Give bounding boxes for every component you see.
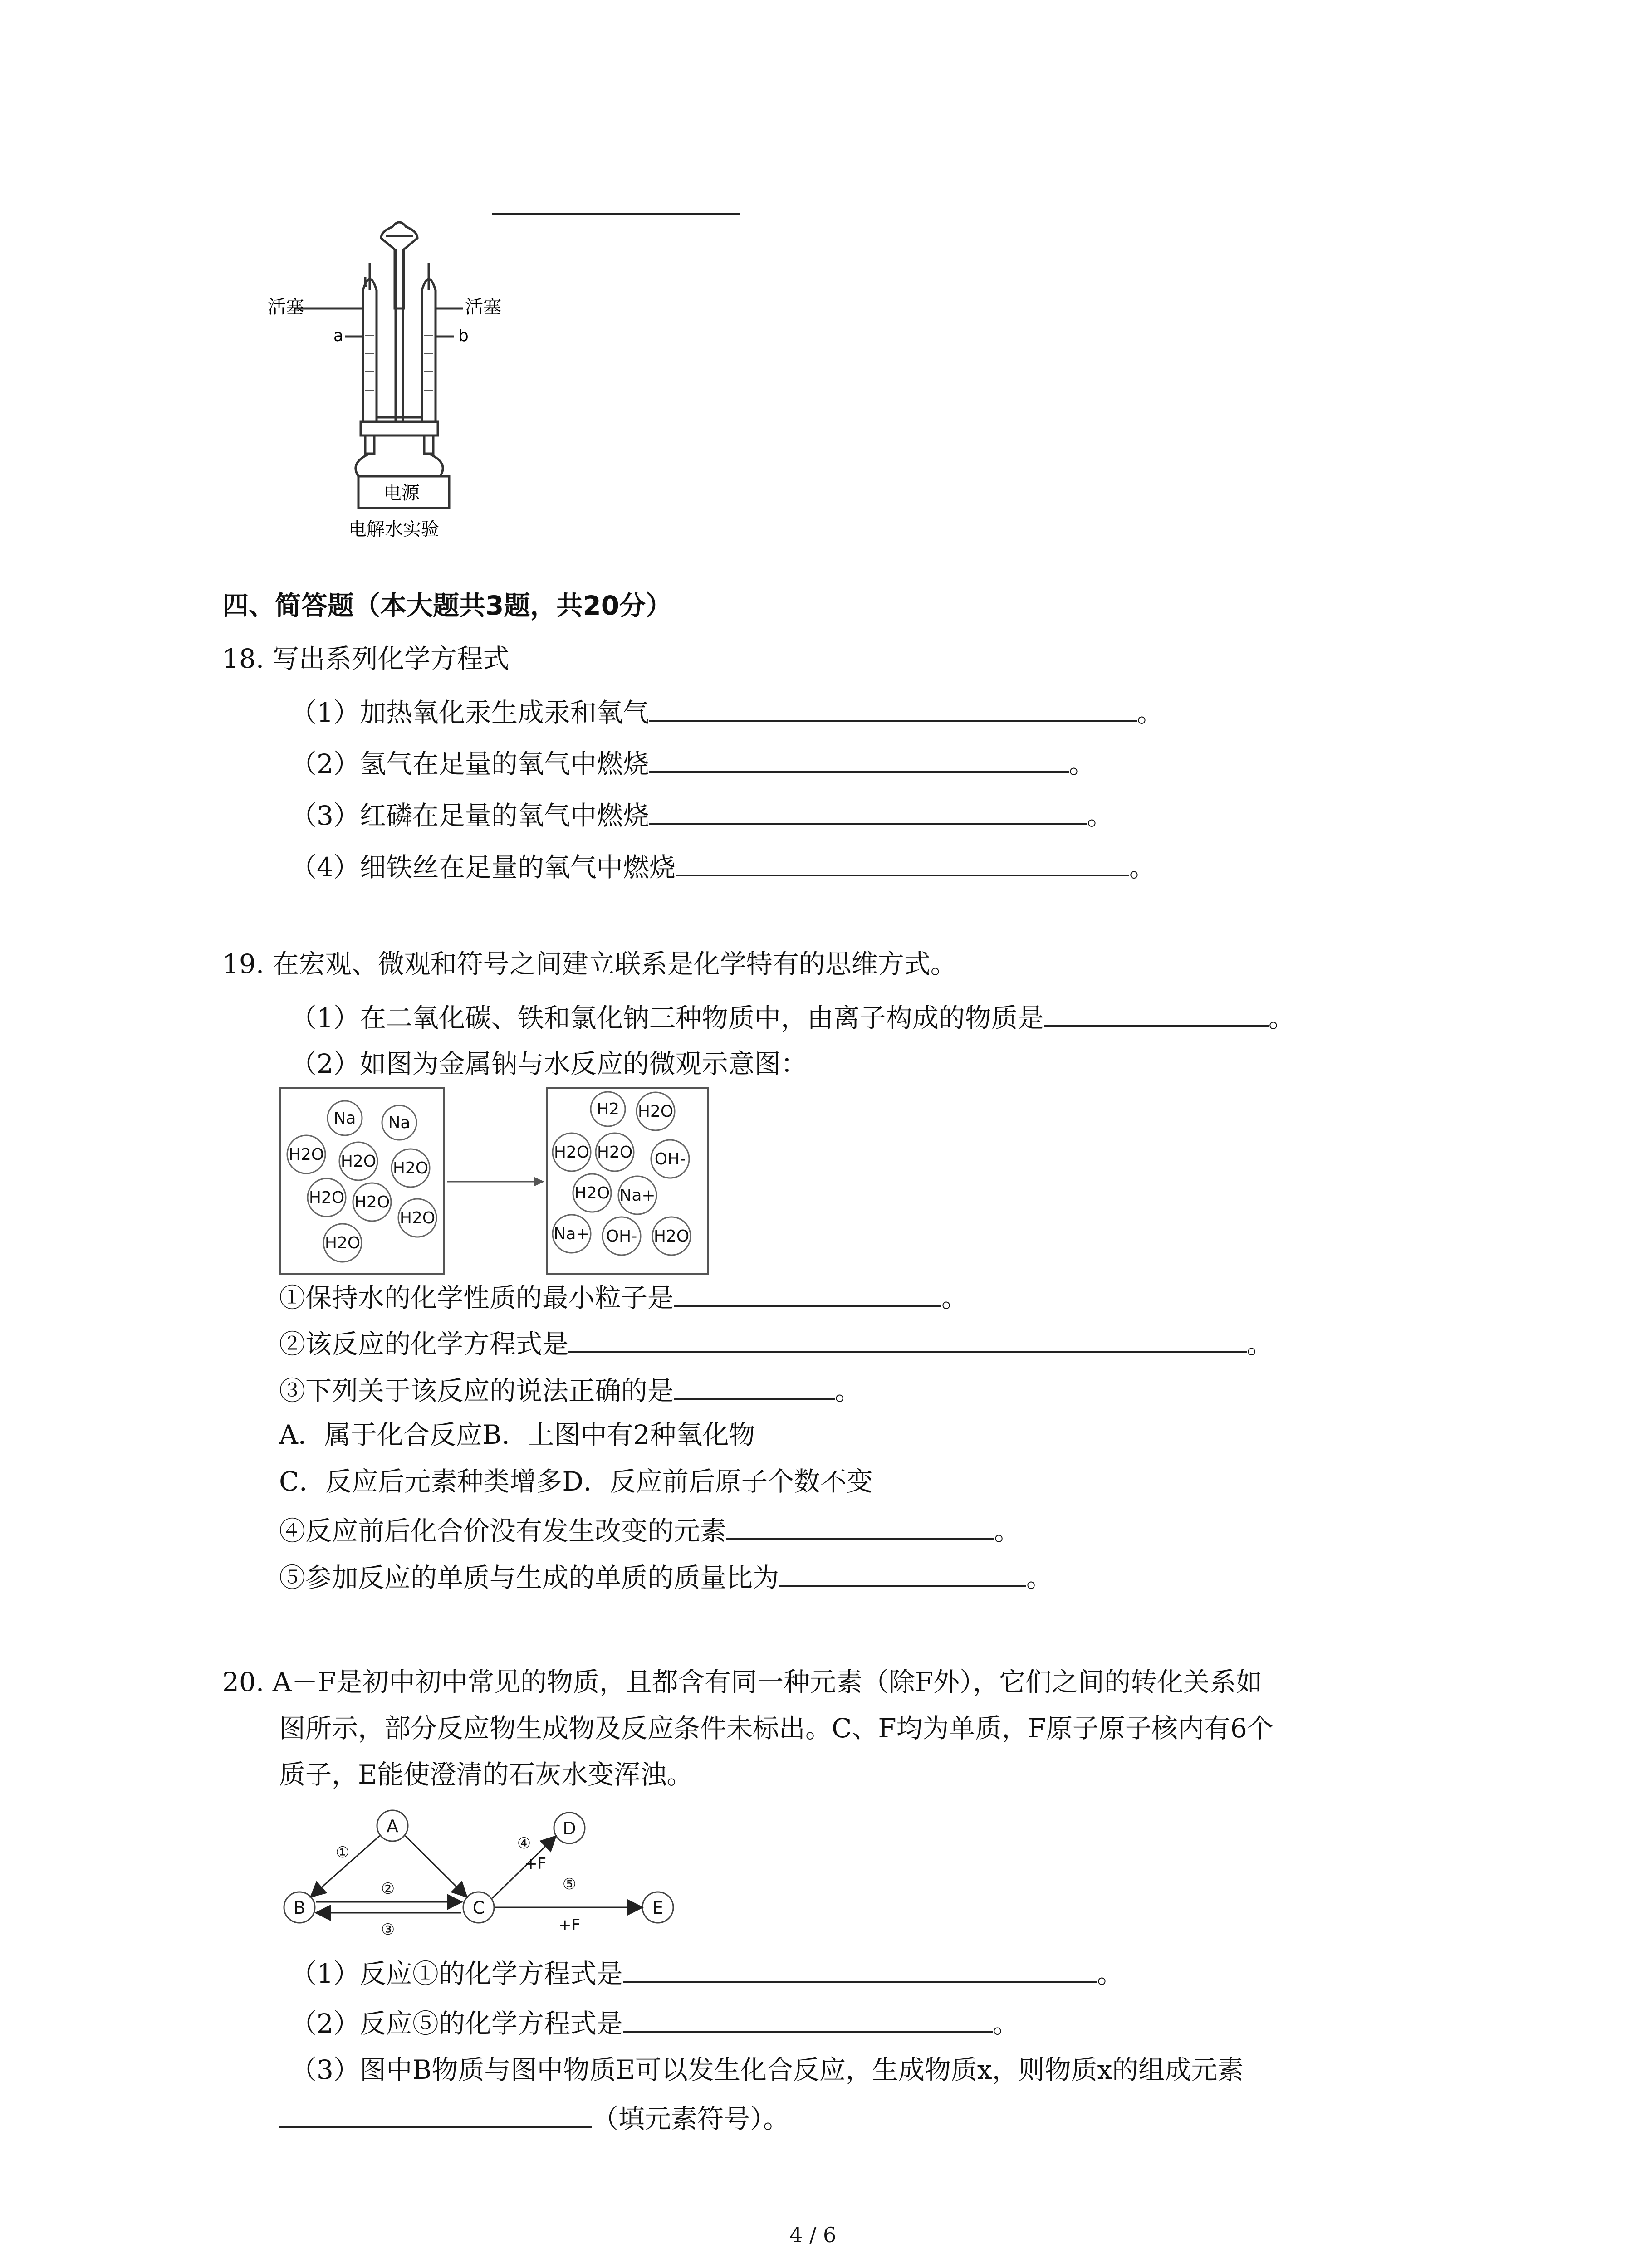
tube-a-label: a — [333, 327, 344, 345]
molecule-h2o: H2O — [309, 1188, 345, 1207]
ion-na: Na+ — [554, 1225, 590, 1243]
molecule-h2o: H2O — [340, 1152, 377, 1171]
q18-answer-blank-3[interactable] — [649, 795, 1087, 825]
option-a: A．属于化合反应 — [279, 1419, 482, 1450]
electrolysis-apparatus-figure — [268, 218, 549, 544]
molecule-h2o: H2O — [399, 1209, 436, 1227]
q19-sub-3: ③下列关于该反应的说法正确的是 。 — [279, 1370, 861, 1409]
q19-stem — [222, 946, 957, 982]
figure-caption: 电解水实验 — [348, 519, 439, 540]
node-d: D — [563, 1818, 576, 1838]
ion-na: Na+ — [619, 1186, 656, 1205]
option-c: C．反应后元素种类增多 — [279, 1466, 563, 1497]
page-number: 4 / 6 — [789, 2223, 837, 2247]
q19-options-cd — [279, 1463, 873, 1500]
option-d: D．反应前后原子个数不变 — [562, 1466, 873, 1497]
q18-answer-blank-4[interactable] — [676, 846, 1129, 876]
q18-number: 18. — [222, 643, 265, 674]
section-heading: 四、简答题（本大题共3题，共20分） — [222, 590, 672, 621]
q20-answer-blank-2[interactable] — [623, 2003, 993, 2033]
q20-part-2: （2）反应⑤的化学方程式是 。 — [290, 2003, 1019, 2042]
q20-number: 20. — [222, 1667, 265, 1697]
q19-answer-blank-6[interactable] — [779, 1557, 1026, 1587]
molecule-h2o: H2O — [574, 1184, 610, 1202]
node-a: A — [387, 1816, 398, 1836]
node-e: E — [652, 1898, 664, 1918]
q19-answer-blank-4[interactable] — [674, 1370, 835, 1400]
molecule-h2o: H2O — [597, 1143, 633, 1162]
q20-stem-line-2: 图所示，部分反应物生成物及反应条件未标出。C、F均为单质，F原子原子核内有6个 — [279, 1713, 1274, 1744]
q18-answer-blank-2[interactable] — [649, 743, 1069, 773]
molecule-h2o: H2O — [554, 1143, 590, 1162]
reagent-f-label-5: +F — [558, 1916, 581, 1934]
power-source-label: 电源 — [383, 483, 420, 503]
stopcock-left-label: 活塞 — [268, 297, 304, 318]
q18-item-3: （3）红磷在足量的氧气中燃烧 。 — [290, 795, 1113, 834]
molecule-h2o: H2O — [288, 1145, 324, 1164]
ion-oh: OH- — [606, 1227, 637, 1246]
reaction-5-label: ⑤ — [562, 1875, 577, 1893]
molecule-h2: H2 — [597, 1100, 619, 1119]
molecule-h2o: H2O — [354, 1193, 390, 1212]
q20-answer-blank-1[interactable] — [623, 1953, 1097, 1983]
q19-answer-blank-5[interactable] — [726, 1510, 994, 1540]
substance-transformation-diagram — [279, 1808, 687, 1944]
stopcock-right-label: 活塞 — [465, 297, 501, 318]
tube-b-label: b — [458, 327, 469, 345]
q19-sub-1: ①保持水的化学性质的最小粒子是 。 — [279, 1277, 968, 1316]
answer-blank-top[interactable] — [492, 213, 740, 215]
option-b: B．上图中有2种氧化物 — [482, 1419, 755, 1450]
q18-item-2: （2）氢气在足量的氧气中燃烧 。 — [290, 743, 1095, 782]
ion-oh: OH- — [654, 1150, 686, 1168]
q18-stem — [222, 640, 509, 677]
reaction-3-label: ③ — [381, 1921, 395, 1939]
molecule-h2o: H2O — [653, 1227, 690, 1246]
q19-sub-2: ②该反应的化学方程式是 。 — [279, 1323, 1273, 1362]
q19-answer-blank-3[interactable] — [568, 1323, 1247, 1353]
q19-options-ab — [279, 1417, 755, 1453]
molecule-h2o: H2O — [324, 1234, 361, 1252]
reaction-1-label: ① — [335, 1843, 350, 1862]
q20-part-3-line-1: （3）图中B物质与图中物质E可以发生化合反应，生成物质x，则物质x的组成元素 — [290, 2054, 1244, 2085]
q20-stem-line-3: 质子，E能使澄清的石灰水变浑浊。 — [279, 1759, 693, 1790]
node-c: C — [472, 1898, 485, 1918]
q20-part-1: （1）反应①的化学方程式是 。 — [290, 1953, 1123, 1992]
q20-answer-blank-3[interactable] — [279, 2098, 592, 2128]
q19-number: 19. — [222, 948, 265, 979]
q18-item-1: （1）加热氧化汞生成汞和氧气 。 — [290, 692, 1163, 731]
q20-stem-line-1: 20. A－F是初中初中常见的物质，且都含有同一种元素（除F外），它们之间的转化关系如 — [222, 1667, 1263, 1697]
q19-stem-text: 在宏观、微观和符号之间建立联系是化学特有的思维方式。 — [272, 948, 957, 979]
q19-answer-blank-1[interactable] — [1044, 997, 1269, 1027]
q19-part-1: （1）在二氧化碳、铁和氯化钠三种物质中，由离子构成的物质是 。 — [290, 997, 1295, 1036]
q18-item-4: （4）细铁丝在足量的氧气中燃烧 。 — [290, 846, 1156, 885]
q20-part-3-line-2: （填元素符号）。 — [279, 2098, 789, 2137]
sodium-water-micro-diagram — [279, 1086, 710, 1277]
q19-answer-blank-2[interactable] — [674, 1277, 941, 1307]
q19-sub-5: ⑤参加反应的单质与生成的单质的质量比为 。 — [279, 1557, 1053, 1596]
molecule-h2o: H2O — [637, 1102, 674, 1121]
molecule-na: Na — [388, 1114, 411, 1132]
q18-answer-blank-1[interactable] — [649, 692, 1137, 722]
molecule-h2o: H2O — [392, 1159, 429, 1178]
reaction-2-label: ② — [381, 1880, 395, 1898]
node-b: B — [293, 1898, 306, 1918]
q18-stem-text: 写出系列化学方程式 — [272, 643, 509, 674]
q19-part-2: （2）如图为金属钠与水反应的微观示意图： — [290, 1048, 807, 1079]
reaction-4-label: ④ — [517, 1834, 531, 1853]
q19-sub-4: ④反应前后化合价没有发生改变的元素 。 — [279, 1510, 1020, 1549]
molecule-na: Na — [333, 1109, 356, 1128]
reagent-f-label-4: +F — [524, 1855, 547, 1873]
